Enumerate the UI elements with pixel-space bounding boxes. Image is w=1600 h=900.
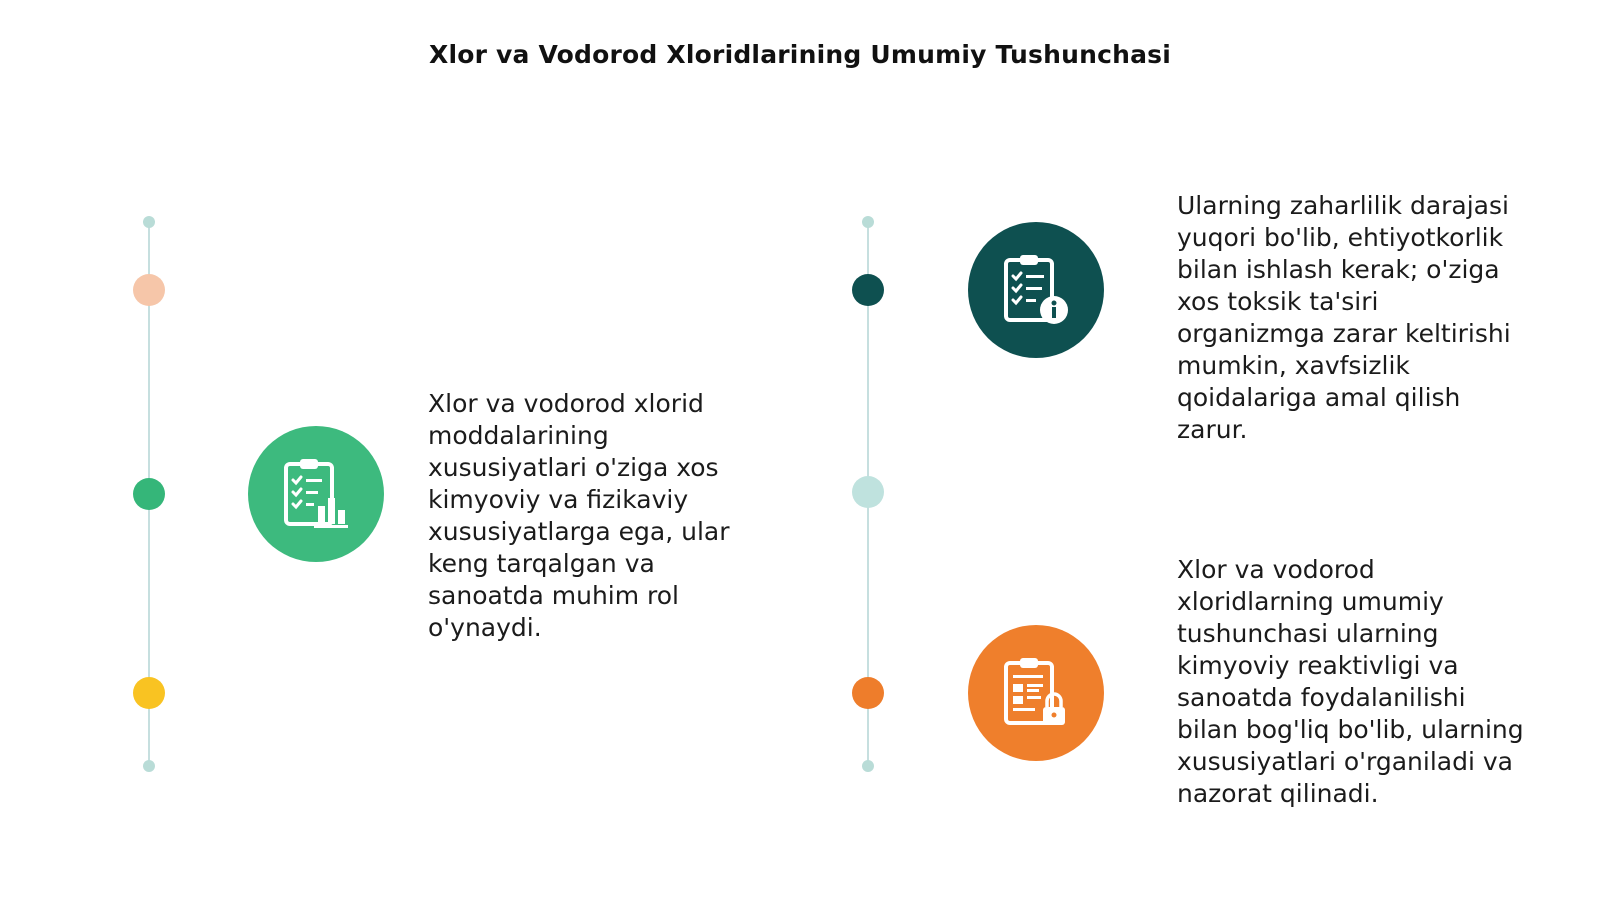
page-title: Xlor va Vodorod Xloridlarining Umumiy Tushunchasi [428,40,1172,69]
left-timeline-yellow-dot [133,677,165,709]
right-timeline-bottom-end-dot [862,760,874,772]
item-2-description: Ularning zaharlilik darajasi yuqori bo'lib, ehtiyotkorlik bilan ishlash kerak; o'ziga xos toksik ta'siri organizmga zarar keltirishi mumkin, xavfsizlik qoidalariga amal qilish zarur. [1177,191,1511,444]
right-timeline-light-teal-dot [852,476,884,508]
right-timeline-top-end-dot [862,216,874,228]
clipboard-info-icon [968,222,1104,358]
left-timeline-bottom-end-dot [143,760,155,772]
right-timeline-orange-dot [852,677,884,709]
left-timeline-green-dot [133,478,165,510]
item-3-description: Xlor va vodorod xloridlarning umumiy tushunchasi ularning kimyoviy reaktivligi va sanoatda foydalanilishi bilan bog'liq bo'lib, ularning xususiyatlari o'rganiladi va nazorat qilinadi. [1177,555,1524,808]
left-timeline-top-end-dot [143,216,155,228]
right-timeline-dark-teal-dot [852,274,884,306]
left-timeline-peach-dot [133,274,165,306]
clipboard-lock-icon [968,625,1104,761]
item-1-description: Xlor va vodorod xlorid moddalarining xususiyatlari o'ziga xos kimyoviy va fizikaviy xususiyatlarga ega, ular keng tarqalgan va sanoatda muhim rol o'ynaydi. [428,389,730,642]
clipboard-chart-icon [248,426,384,562]
